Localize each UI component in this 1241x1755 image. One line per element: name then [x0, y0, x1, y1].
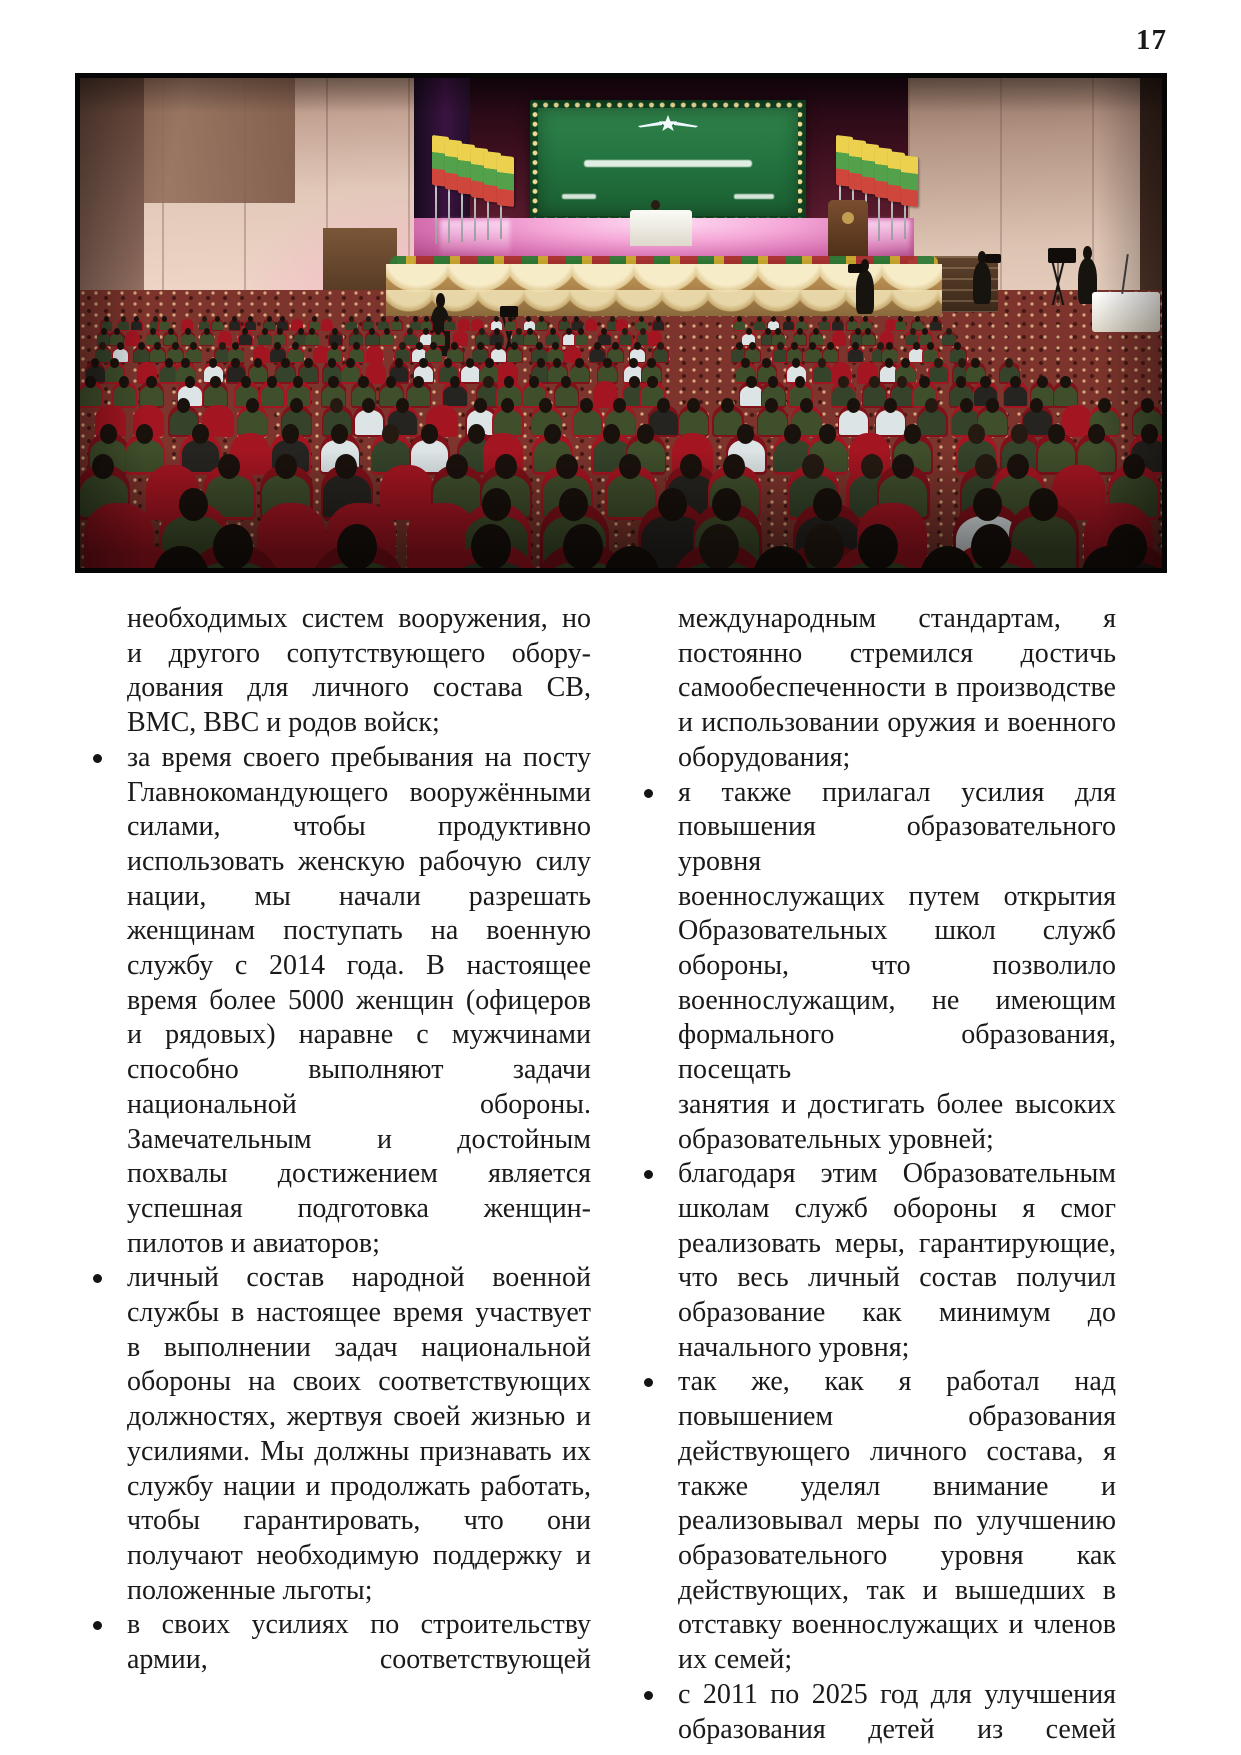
text-line: и использовании оружия и военного: [678, 707, 1116, 739]
bullet-marker: [644, 1170, 653, 1179]
text-line: службы в настоящее время участвует: [127, 1297, 591, 1329]
text-line: международным стандартам, я: [678, 603, 1116, 634]
text-line: армии, соответствующей: [127, 1644, 591, 1676]
photo-vignette: [80, 78, 1162, 568]
text-line: использовать женскую рабочую силу: [127, 845, 591, 877]
text-line: личный состав народной военной: [127, 1261, 591, 1296]
text-line: необходимых систем вооружения, но: [127, 603, 591, 634]
text-column-left: [127, 602, 591, 1678]
text-line: национальной обороны.: [127, 1088, 591, 1120]
text-line: службу нации и продолжать работать,: [127, 1470, 591, 1502]
text-line: также уделял внимание и: [678, 1470, 1116, 1502]
text-line: что весь личный состав получил: [678, 1262, 1116, 1294]
text-column-right: [678, 602, 1116, 1747]
text-line: и другого сопутствующего обору-: [127, 637, 591, 669]
text-line: так же, как я работал над: [678, 1365, 1116, 1400]
text-line: самообеспеченности в производстве: [678, 672, 1116, 704]
text-line: с 2011 по 2025 год для улучшения: [678, 1678, 1116, 1713]
text-line: реализовать меры, гарантирующие,: [678, 1227, 1116, 1259]
text-line: благодаря этим Образовательным: [678, 1157, 1116, 1192]
text-line: в выполнении задач национальной: [127, 1331, 591, 1363]
text-line: образования детей из семей: [678, 1713, 1116, 1745]
photo-scene: [80, 78, 1162, 568]
text-line: Главнокомандующего вооружёнными: [127, 776, 591, 808]
text-line: я также прилагал усилия для: [678, 776, 1116, 811]
text-line: образование как минимум до: [678, 1297, 1116, 1329]
text-line: чтобы гарантировать, что они: [127, 1505, 591, 1537]
text-line: за время своего пребывания на посту: [127, 741, 591, 776]
text-line: пилотов и авиаторов;: [127, 1227, 380, 1259]
text-line: формального образования, посещать: [678, 1019, 1116, 1086]
text-line: службу с 2014 года. В настоящее: [127, 950, 591, 982]
text-line: дования для личного состава СВ,: [127, 672, 591, 704]
text-line: действующего личного состава, я: [678, 1435, 1116, 1467]
text-line: повышения образовательного уровня: [678, 811, 1116, 877]
text-line: в своих усилиях по строительству: [127, 1608, 591, 1643]
text-line: силами, чтобы продуктивно: [127, 811, 591, 843]
text-line: постоянно стремился достичь: [678, 637, 1116, 669]
text-line: отставку военнослужащих и членов: [678, 1609, 1116, 1641]
text-line: Замечательным и достойным: [127, 1123, 591, 1155]
text-line: и рядовых) наравне с мужчинами: [127, 1019, 591, 1051]
text-line: способно выполняют задачи: [127, 1054, 591, 1086]
text-line: Образовательных школ служб: [678, 915, 1116, 947]
text-line: усилиями. Мы должны признавать их: [127, 1435, 591, 1467]
text-line: повышением образования: [678, 1401, 1116, 1433]
bullet-marker: [93, 754, 102, 763]
text-line: похвалы достижением является: [127, 1158, 591, 1190]
text-line: занятия и достигать более высоких: [678, 1088, 1116, 1120]
bullet-marker: [644, 789, 653, 798]
text-line: оборудования;: [678, 741, 851, 773]
bullet-marker: [644, 1691, 653, 1700]
page-number: 17: [1136, 24, 1167, 56]
text-line: начального уровня;: [678, 1331, 910, 1363]
ceremony-photo: [75, 73, 1167, 573]
text-line: реализовывал меры по улучшению: [678, 1505, 1116, 1537]
text-line: положенные льготы;: [127, 1574, 373, 1606]
text-line: время более 5000 женщин (офицеров: [127, 984, 591, 1016]
text-line: действующих, так и вышедших в: [678, 1574, 1116, 1606]
text-line: ВМС, ВВС и родов войск;: [127, 707, 440, 739]
text-line: образовательного уровня как: [678, 1539, 1116, 1571]
text-line: военнослужащим, не имеющим: [678, 984, 1116, 1016]
bullet-marker: [93, 1274, 102, 1283]
text-line: должностях, жертвуя своей жизнью и: [127, 1401, 591, 1433]
text-line: женщинам поступать на военную: [127, 915, 591, 947]
text-line: обороны на своих соответствующих: [127, 1366, 591, 1398]
text-line: военнослужащих путем открытия: [678, 880, 1116, 912]
bullet-marker: [93, 1621, 102, 1630]
text-line: образовательных уровней;: [678, 1123, 994, 1155]
bullet-marker: [644, 1378, 653, 1387]
text-line: обороны, что позволило: [678, 950, 1116, 982]
text-line: успешная подготовка женщин-: [127, 1192, 591, 1224]
text-line: нации, мы начали разрешать: [127, 880, 591, 912]
text-line: школам служб обороны я смог: [678, 1192, 1116, 1224]
text-line: их семей;: [678, 1644, 793, 1676]
text-line: получают необходимую поддержку и: [127, 1539, 591, 1571]
